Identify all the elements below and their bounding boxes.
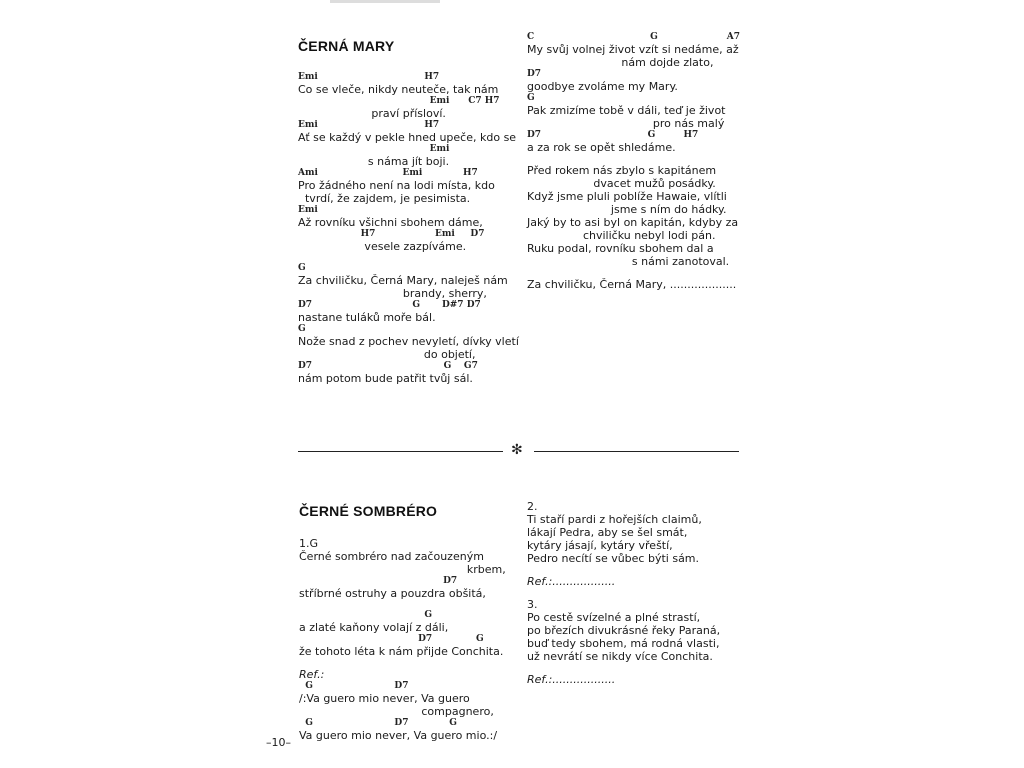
stanza-gap [299,658,524,668]
lyric-line: Nože snad z pochev nevyletí, dívky vletí [298,335,519,348]
lyric-line: compagnero, [299,705,494,718]
lyric-line: Pak zmizíme tobě v dáli, teď je život [527,104,726,117]
chord-line: D7 G G7 [298,361,478,371]
song-title: ČERNÉ SOMBRÉRO [299,503,438,519]
lyric-line: Pedro necítí se vůbec býti sám. [527,552,700,565]
lyric-line: Za chviličku, Černá Mary, naleješ nám [298,274,508,287]
stanza-gap [527,663,757,673]
chord-line: Emi H7 [298,120,440,130]
chord-line: D7 G H7 [527,130,699,140]
lyric-line: s námi zanotoval. [527,255,730,268]
chord-line: D7 G [299,634,484,644]
lyric-line: 1.G [299,537,319,550]
lyric-line: nám potom bude patřit tvůj sál. [298,372,473,385]
top-edge-mark [330,0,440,3]
chord-line: Emi H7 [298,72,440,82]
stanza-gap [527,565,757,575]
lyric-line: lákají Pedra, aby se šel smát, [527,526,688,539]
lyric-line: /:Va guero mio never, Va guero [299,692,470,705]
lyric-line: do objetí, [298,348,476,361]
lyric-line: Co se vleče, nikdy neuteče, tak nám [298,83,499,96]
chord-line: G [298,263,306,273]
lyric-line: jsme s ním do hádky. [527,203,727,216]
lyric-line: Ref.: [299,668,325,681]
chord-line: G D7 G [299,718,457,728]
chord-line: D7 G D#7 D7 [298,300,481,310]
lyric-line: vesele zazpíváme. [298,240,467,253]
lyric-line: goodbye zvoláme my Mary. [527,80,678,93]
chord-line: Emi [298,144,450,154]
chord-line: G D7 [299,681,409,691]
lyric-line: buď tedy sbohem, má rodná vlasti, [527,637,720,650]
stanza-gap [299,600,524,610]
section-divider-left [298,451,503,452]
lyric-line: že tohoto léta k nám přijde Conchita. [299,645,504,658]
lyric-line: Černé sombréro nad začouzeným [299,550,484,563]
chord-line: G [527,93,535,103]
lyric-line: My svůj volnej život vzít si nedáme, až [527,43,739,56]
chord-line: C G A7 [527,32,740,42]
lyric-line: praví přísloví. [298,107,446,120]
song-cerna-mary-right-column [527,32,757,291]
lyric-line: Ti staří pardi z hořejších claimů, [527,513,702,526]
chord-line: Emi C7 H7 [298,96,500,106]
chord-line: G [299,610,433,620]
lyric-line: Ruku podal, rovníku sbohem dal a [527,242,714,255]
song-cerna-mary-left-column [298,38,518,385]
chord-line: D7 [299,576,458,586]
song-cerne-sombrero-right-column [527,500,757,686]
lyric-line: 2. [527,500,538,513]
lyric-line: chviličku nebyl lodi pán. [527,229,716,242]
divider-ornament-icon: ✻ [511,442,523,458]
page-number: –10– [266,736,291,749]
lyric-line: už nevrátí se nikdy více Conchita. [527,650,713,663]
chord-line: D7 [527,69,542,79]
lyric-line: Pro žádného není na lodi místa, kdo [298,179,495,192]
lyric-line: pro nás malý [527,117,725,130]
lyric-line: nám dojde zlato, [527,56,714,69]
lyric-line: s náma jít boji. [298,155,450,168]
lyric-line: Po cestě svízelné a plné strastí, [527,611,701,624]
lyric-line: Když jsme pluli poblíže Hawaie, vlítli [527,190,727,203]
stanza-gap [298,253,518,263]
song-cerne-sombrero-left-column [299,503,524,742]
lyric-line: Va guero mio never, Va guero mio.:/ [299,729,498,742]
song-title: ČERNÁ MARY [298,38,395,54]
chord-line: Ami Emi H7 [298,168,478,178]
lyric-line: Před rokem nás zbylo s kapitánem [527,164,717,177]
lyric-line: brandy, sherry, [298,287,487,300]
lyric-line: tvrdí, že zajdem, je pesimista. [298,192,471,205]
section-divider-right [534,451,739,452]
lyric-line: Ať se každý v pekle hned upeče, kdo se [298,131,517,144]
chord-line: H7 Emi D7 [298,229,485,239]
chord-line: G [298,324,306,334]
lyric-line: Jaký by to asi byl on kapitán, kdyby za [527,216,739,229]
stanza-gap [527,154,757,164]
lyric-line: po březích divukrásné řeky Paraná, [527,624,721,637]
lyric-line: krbem, [299,563,506,576]
lyric-line: Ref.:.................. [527,575,616,588]
lyric-line: dvacet mužů posádky. [527,177,716,190]
chord-line: Emi [298,205,318,215]
stanza-gap [527,268,757,278]
lyric-line: kytáry jásají, kytáry vřeští, [527,539,673,552]
lyric-line: nastane tuláků moře bál. [298,311,436,324]
stanza-gap [527,588,757,598]
lyric-line: Až rovníku všichni sbohem dáme, [298,216,483,229]
lyric-line: stříbrné ostruhy a pouzdra obšitá, [299,587,486,600]
lyric-line: a zlaté kaňony volají z dáli, [299,621,449,634]
lyric-line: Ref.:.................. [527,673,616,686]
lyric-line: Za chviličku, Černá Mary, ................... [527,278,737,291]
lyric-line: a za rok se opět shledáme. [527,141,676,154]
lyric-line: 3. [527,598,538,611]
